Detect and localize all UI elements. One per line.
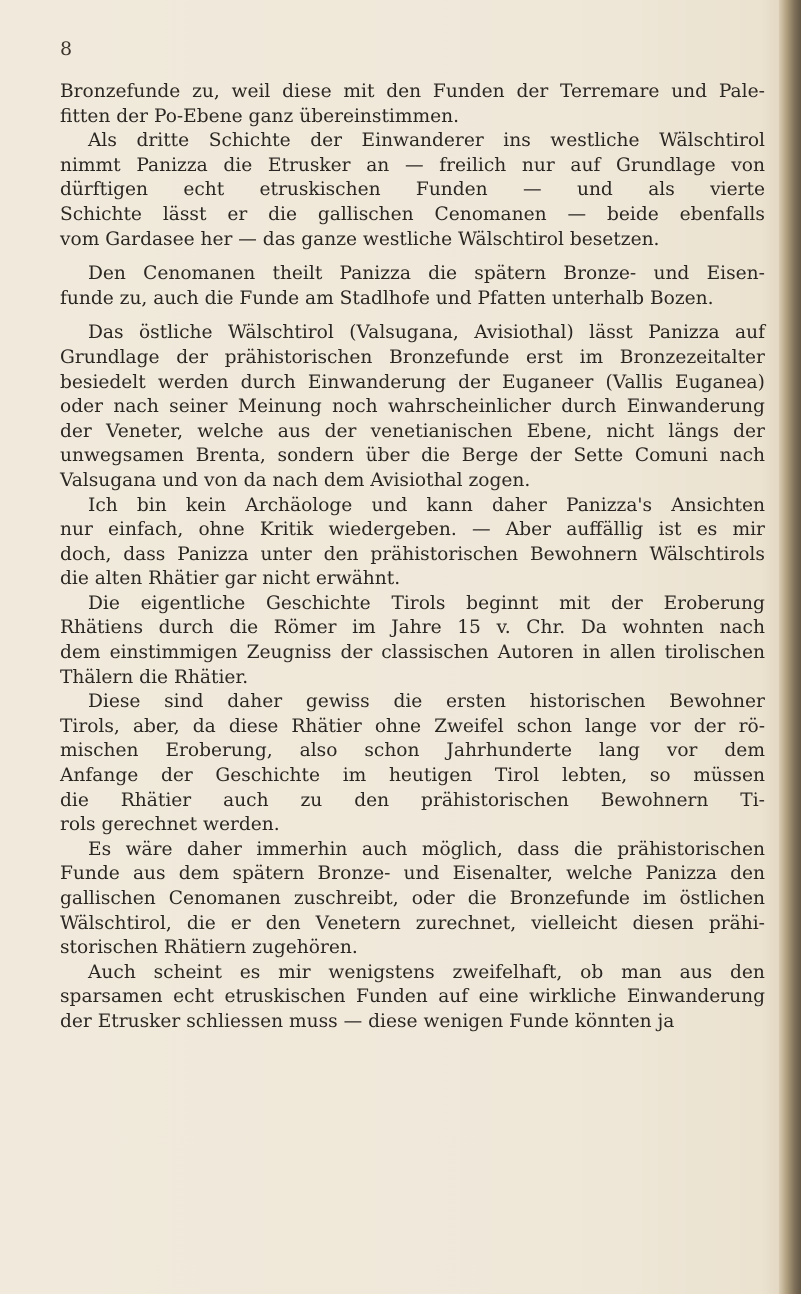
paragraph: [60, 321, 765, 493]
text-line: Wälschtirol, die er den Venetern zurechnet, vielleicht diesen prähi-: [60, 912, 765, 934]
text-line: Auch scheint es mir wenigstens zweifelhaft, ob man aus den: [88, 961, 765, 983]
text-line: Grundlage der prähistorischen Bronzefunde erst im Bronzezeitalter: [60, 346, 765, 368]
text-line: storischen Rhätiern zugehören.: [60, 937, 358, 959]
text-line: nur einfach, ohne Kritik wiedergeben. — Aber auffällig ist es mir: [60, 519, 765, 541]
text-line: Schichte lässt er die gallischen Cenomanen — beide ebenfalls: [60, 203, 765, 225]
text-line: der Veneter, welche aus der venetianischen Ebene, nicht längs der: [60, 420, 765, 442]
paragraph-gap: [60, 252, 765, 262]
text-line: Valsugana und von da nach dem Avisiothal zogen.: [60, 469, 531, 491]
text-line: Das östliche Wälschtirol (Valsugana, Avisiothal) lässt Panizza auf: [88, 322, 765, 344]
text-line: vom Gardasee her — das ganze westliche Wälschtirol besetzen.: [60, 228, 660, 250]
text-line: Die eigentliche Geschichte Tirols beginnt mit der Eroberung: [88, 592, 765, 614]
paragraph: [60, 262, 765, 311]
text-line: Thälern die Rhätier.: [60, 666, 249, 688]
text-line: doch, dass Panizza unter den prähistorischen Bewohnern Wälschtirols: [60, 543, 765, 565]
text-line: der Etrusker schliessen muss — diese wenigen Funde könnten ja: [60, 1010, 675, 1032]
paragraph-gap: [60, 311, 765, 321]
paragraph: [60, 494, 765, 592]
text-line: sparsamen echt etruskischen Funden auf eine wirkliche Einwanderung: [60, 986, 765, 1008]
text-line: oder nach seiner Meinung noch wahrscheinlicher durch Einwanderung: [60, 396, 765, 418]
paragraph: [60, 129, 765, 252]
page-binding-edge: [779, 0, 801, 1294]
paragraph: [60, 80, 765, 129]
text-line: Ich bin kein Archäologe und kann daher Panizza's Ansichten: [88, 494, 765, 516]
text-line: funde zu, auch die Funde am Stadlhofe und Pfatten unterhalb Bozen.: [60, 287, 714, 309]
text-line: Rhätiens durch die Römer im Jahre 15 v. Chr. Da wohnten nach: [60, 617, 765, 639]
paragraph: [60, 838, 765, 961]
text-line: dem einstimmigen Zeugniss der classischen Autoren in allen tirolischen: [60, 642, 765, 664]
paragraph: [60, 592, 765, 690]
text-line: unwegsamen Brenta, sondern über die Berge der Sette Comuni nach: [60, 445, 765, 467]
text-line: Als dritte Schichte der Einwanderer ins westliche Wälschtirol: [88, 130, 765, 152]
text-line: fitten der Po-Ebene ganz übereinstimmen.: [60, 105, 460, 127]
text-line: die Rhätier auch zu den prähistorischen Bewohnern Ti-: [60, 789, 765, 811]
text-line: nimmt Panizza die Etrusker an — freilich nur auf Grundlage von: [60, 154, 765, 176]
paragraph: [60, 690, 765, 838]
text-line: Den Cenomanen theilt Panizza die spätern Bronze- und Eisen-: [88, 263, 765, 285]
text-line: Funde aus dem spätern Bronze- und Eisenalter, welche Panizza den: [60, 863, 765, 885]
text-line: Diese sind daher gewiss die ersten historischen Bewohner: [88, 691, 765, 713]
text-line: Es wäre daher immerhin auch möglich, dass die prähistorischen: [88, 838, 765, 860]
text-line: besiedelt werden durch Einwanderung der Euganeer (Vallis Euganea): [60, 371, 765, 393]
page-number: 8: [60, 38, 73, 60]
body-text: [60, 80, 765, 1035]
text-line: die alten Rhätier gar nicht erwähnt.: [60, 568, 401, 590]
text-line: gallischen Cenomanen zuschreibt, oder die Bronzefunde im östlichen: [60, 888, 765, 909]
paragraph: [60, 961, 765, 1035]
text-line: Bronzefunde zu, weil diese mit den Funden der Terremare und Pale-: [60, 81, 765, 102]
text-line: dürftigen echt etruskischen Funden — und als vierte: [60, 179, 765, 201]
text-line: Tirols, aber, da diese Rhätier ohne Zweifel schon lange vor der rö-: [60, 715, 765, 737]
text-line: mischen Eroberung, also schon Jahrhunderte lang vor dem: [60, 740, 765, 762]
text-line: rols gerechnet werden.: [60, 814, 280, 836]
text-line: Anfange der Geschichte im heutigen Tirol lebten, so müssen: [60, 765, 765, 787]
